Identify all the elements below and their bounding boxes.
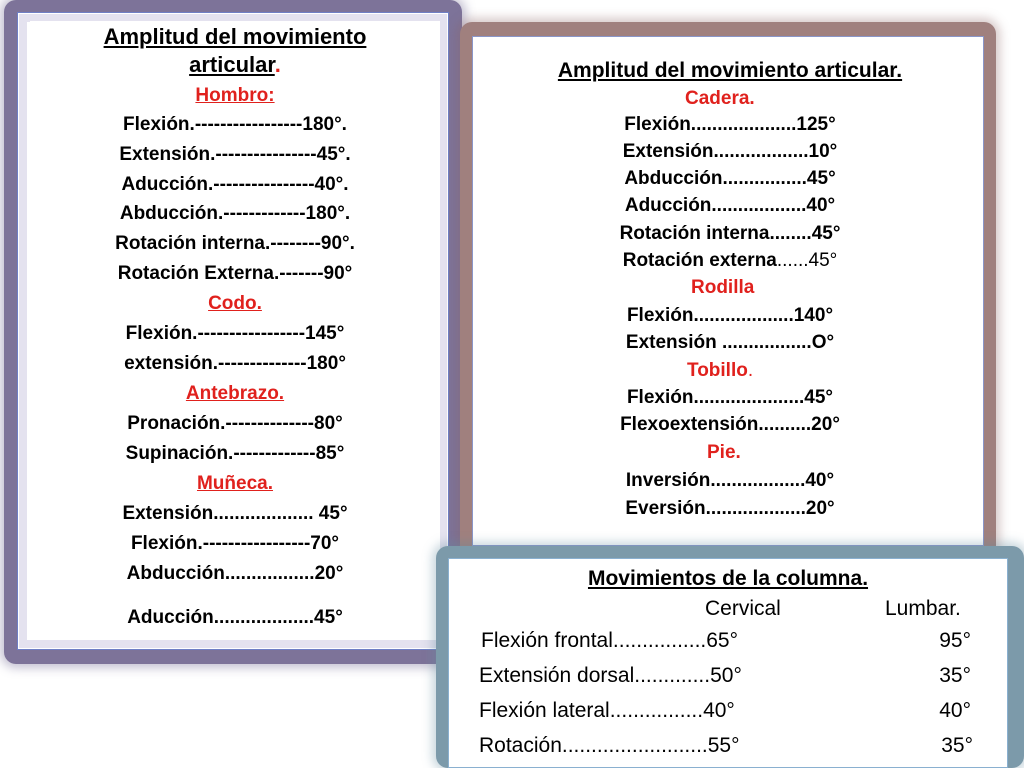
left-title-line1: Amplitud del movimiento [103, 24, 367, 49]
bottom-title: Movimientos de la columna. [587, 567, 869, 590]
cadera-item: Extensión..................10° [622, 141, 838, 162]
right-title: Amplitud del movimiento articular. [557, 59, 903, 82]
pie-heading: Pie. [707, 442, 741, 463]
muneca-item: Abducción.................20° [126, 563, 344, 584]
left-card [17, 12, 449, 650]
column-row-lumbar: 35° [941, 734, 973, 757]
tobillo-heading-line [687, 359, 975, 383]
pie-item: Inversión..................40° [625, 470, 835, 491]
cadera-item: Rotación interna........45° [619, 223, 841, 244]
tobillo-item: Flexoextensión..........20° [620, 414, 840, 435]
column-row-label: Extensión dorsal.............50° [479, 664, 742, 687]
column-row-lumbar: 40° [939, 699, 971, 722]
tobillo-item: Flexión.....................45° [626, 387, 834, 408]
antebrazo-heading: Antebrazo. [185, 383, 285, 404]
cadera-last-label: Rotación externa [622, 250, 777, 271]
left-title-dot: . [274, 52, 281, 77]
right-card-content [485, 45, 975, 535]
cadera-item-last [485, 249, 975, 273]
muneca-heading: Muñeca. [196, 473, 274, 494]
column-row-label: Rotación.........................55° [479, 734, 740, 757]
antebrazo-item: Supinación.-------------85° [125, 443, 345, 464]
left-title-line2-text: articular [189, 52, 275, 77]
tobillo-heading: Tobillo [687, 360, 748, 381]
right-card [472, 36, 984, 546]
rodilla-item: Extensión .................O° [625, 332, 835, 353]
rodilla-item: Flexión...................140° [626, 305, 834, 326]
bottom-card [448, 558, 1008, 768]
column-row-label: Flexión lateral................40° [479, 699, 735, 722]
hombro-item: Extensión.----------------45°. [119, 144, 351, 165]
hombro-item: Rotación Externa.-------90° [117, 263, 353, 284]
column-row-label: Flexión frontal................65° [481, 629, 739, 652]
muneca-item: Flexión.-----------------70° [130, 533, 340, 554]
rodilla-heading: Rodilla [691, 277, 755, 298]
cadera-last-value: ......45° [776, 250, 838, 271]
codo-item: Flexión.-----------------145° [125, 323, 345, 344]
cadera-item: Flexión....................125° [624, 114, 836, 135]
col-header-lumbar: Lumbar. [885, 597, 961, 620]
cadera-item: Abducción................45° [624, 168, 836, 189]
muneca-item: Aducción...................45° [127, 607, 343, 628]
hombro-item: Aducción.----------------40°. [121, 174, 349, 195]
left-card-content [30, 21, 440, 639]
cadera-heading: Cadera. [685, 88, 755, 109]
codo-item: extensión.--------------180° [124, 353, 346, 374]
column-row-lumbar: 95° [939, 629, 971, 652]
hombro-item: Rotación interna.--------90°. [115, 233, 355, 254]
tobillo-heading-dot: . [747, 360, 754, 381]
bottom-card-content [457, 565, 999, 767]
cadera-item: Aducción..................40° [624, 195, 836, 216]
codo-heading: Codo. [208, 293, 262, 314]
col-header-cervical: Cervical [705, 597, 781, 620]
hombro-heading: Hombro: [195, 85, 275, 106]
muneca-item: Extensión................... 45° [122, 503, 348, 524]
hombro-item: Abducción.-------------180°. [119, 203, 351, 224]
column-row-lumbar: 35° [939, 664, 971, 687]
antebrazo-item: Pronación.--------------80° [127, 413, 343, 434]
hombro-item: Flexión.-----------------180°. [123, 114, 347, 135]
left-title-line2 [30, 53, 440, 77]
pie-item: Eversión...................20° [625, 498, 835, 519]
